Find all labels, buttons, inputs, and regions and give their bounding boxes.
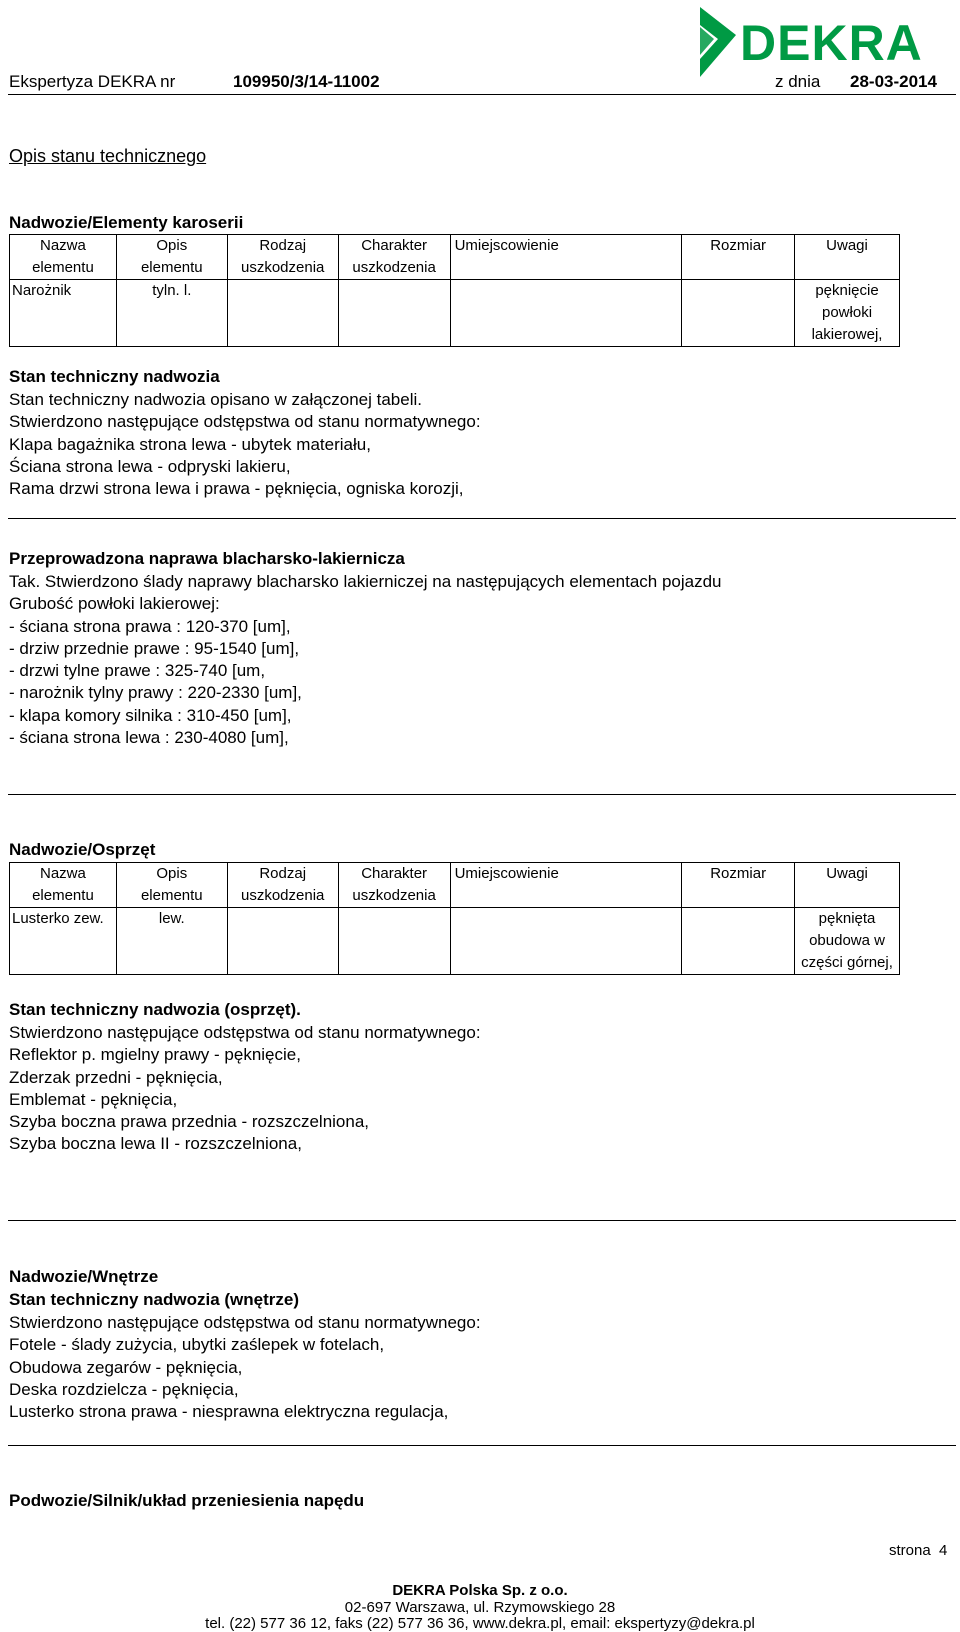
cell-size bbox=[682, 280, 795, 347]
header-rule bbox=[8, 94, 956, 95]
cell-character bbox=[338, 908, 450, 975]
table-row bbox=[10, 280, 900, 347]
date-label: z dnia bbox=[775, 72, 821, 91]
cell-character bbox=[338, 280, 450, 347]
logo-wordmark: DEKRA bbox=[740, 15, 923, 71]
cell-desc: tyln. l. bbox=[116, 280, 227, 347]
cell-notes: pęknięta obudowa w części górnej, bbox=[795, 908, 900, 975]
col-header-type: Rodzaj uszkodzenia bbox=[227, 235, 338, 280]
accessories-state-text: Stwierdzono następujące odstępstwa od stanu normatywnego: Reflektor p. mgielny prawy - pęknięcie, Zderzak przedni - pęknięcia, Emblemat - pęknięcia, Szyba boczna prawa przednia - rozszczelniona, Szyba boczna lewa II - rozszczelniona, bbox=[9, 1023, 481, 1154]
state-heading-body: Stan techniczny nadwozia bbox=[9, 367, 220, 386]
section-rule bbox=[8, 1445, 956, 1446]
cell-name: Narożnik bbox=[10, 280, 117, 347]
cell-location bbox=[450, 280, 682, 347]
dekra-logo bbox=[696, 5, 960, 81]
col-header-character: Charakter uszkodzenia bbox=[338, 235, 450, 280]
col-header-desc: Opis elementu bbox=[116, 235, 227, 280]
repair-text: Tak. Stwierdzono ślady naprawy blacharsko lakierniczej na następujących elementach pojazdu Grubość powłoki lakierowej: - ściana strona prawa : 120-370 [um], - drziw przednie prawe : 95-1540 [um], - drzwi tylne prawe : 325-740 [um, - narożnik tylny prawy : 220-2330 [um], - klapa komory silnika : 310-450 [um], - ściana strona lewa : 230-4080 [um], bbox=[9, 572, 722, 748]
col-header-desc: Opis elementu bbox=[116, 863, 227, 908]
section-rule bbox=[8, 794, 956, 795]
report-date: 28-03-2014 bbox=[850, 72, 937, 91]
col-header-character: Charakter uszkodzenia bbox=[338, 863, 450, 908]
col-header-notes: Uwagi bbox=[795, 235, 900, 280]
col-header-size: Rozmiar bbox=[682, 235, 795, 280]
page-title: Opis stanu technicznego bbox=[9, 146, 207, 166]
cell-desc: lew. bbox=[116, 908, 227, 975]
col-header-name: Nazwa elementu bbox=[10, 235, 117, 280]
cell-type bbox=[227, 280, 338, 347]
section-heading-interior: Nadwozie/Wnętrze bbox=[9, 1267, 159, 1286]
cell-name: Lusterko zew. bbox=[10, 908, 117, 975]
state-heading-interior: Stan techniczny nadwozia (wnętrze) bbox=[9, 1290, 299, 1309]
col-header-location: Umiejscowienie bbox=[450, 863, 682, 908]
report-label: Ekspertyza DEKRA nr bbox=[9, 72, 176, 91]
footer-contact: tel. (22) 577 36 12, faks (22) 577 36 36, www.dekra.pl, email: ekspertyzy@dekra.pl bbox=[205, 1615, 755, 1632]
cell-type bbox=[227, 908, 338, 975]
section-rule bbox=[8, 518, 956, 519]
cell-location bbox=[450, 908, 682, 975]
col-header-type: Rodzaj uszkodzenia bbox=[227, 863, 338, 908]
col-header-size: Rozmiar bbox=[682, 863, 795, 908]
dekra-logo-mark-icon bbox=[696, 5, 960, 81]
state-heading-accessories: Stan techniczny nadwozia (osprzęt). bbox=[9, 1000, 301, 1019]
section-heading-accessories: Nadwozie/Osprzęt bbox=[9, 840, 156, 859]
interior-state-text: Stwierdzono następujące odstępstwa od stanu normatywnego: Fotele - ślady zużycia, ubytki zaślepek w fotelach, Obudowa zegarów - pęknięcia, Deska rozdzielcza - pęknięcia, Lusterko strona prawa - niesprawna elektryczna regulacja, bbox=[9, 1313, 481, 1422]
section-heading-chassis: Podwozie/Silnik/układ przeniesienia napędu bbox=[9, 1491, 365, 1510]
col-header-name: Nazwa elementu bbox=[10, 863, 117, 908]
damage-table-accessories bbox=[9, 862, 900, 975]
body-state-text: Stan techniczny nadwozia opisano w załączonej tabeli. Stwierdzono następujące odstępstwa od stanu normatywnego: Klapa bagażnika strona lewa - ubytek materiału, Ściana strona lewa - odpryski lakieru, Rama drzwi strona lewa i prawa - pęknięcia, ogniska korozji, bbox=[9, 390, 481, 499]
col-header-location: Umiejscowienie bbox=[450, 235, 682, 280]
table-row bbox=[10, 908, 900, 975]
section-heading-body: Nadwozie/Elementy karoserii bbox=[9, 213, 244, 232]
section-heading-repair: Przeprowadzona naprawa blacharsko-lakiernicza bbox=[9, 549, 405, 568]
page-number: strona 4 bbox=[889, 1542, 948, 1559]
footer-address: 02-697 Warszawa, ul. Rzymowskiego 28 bbox=[344, 1599, 616, 1616]
report-number: 109950/3/14-11002 bbox=[233, 72, 380, 91]
footer-company: DEKRA Polska Sp. z o.o. bbox=[392, 1582, 568, 1599]
col-header-notes: Uwagi bbox=[795, 863, 900, 908]
damage-table-body bbox=[9, 234, 900, 347]
section-rule bbox=[8, 1220, 956, 1221]
cell-notes: pęknięcie powłoki lakierowej, bbox=[795, 280, 900, 347]
cell-size bbox=[682, 908, 795, 975]
